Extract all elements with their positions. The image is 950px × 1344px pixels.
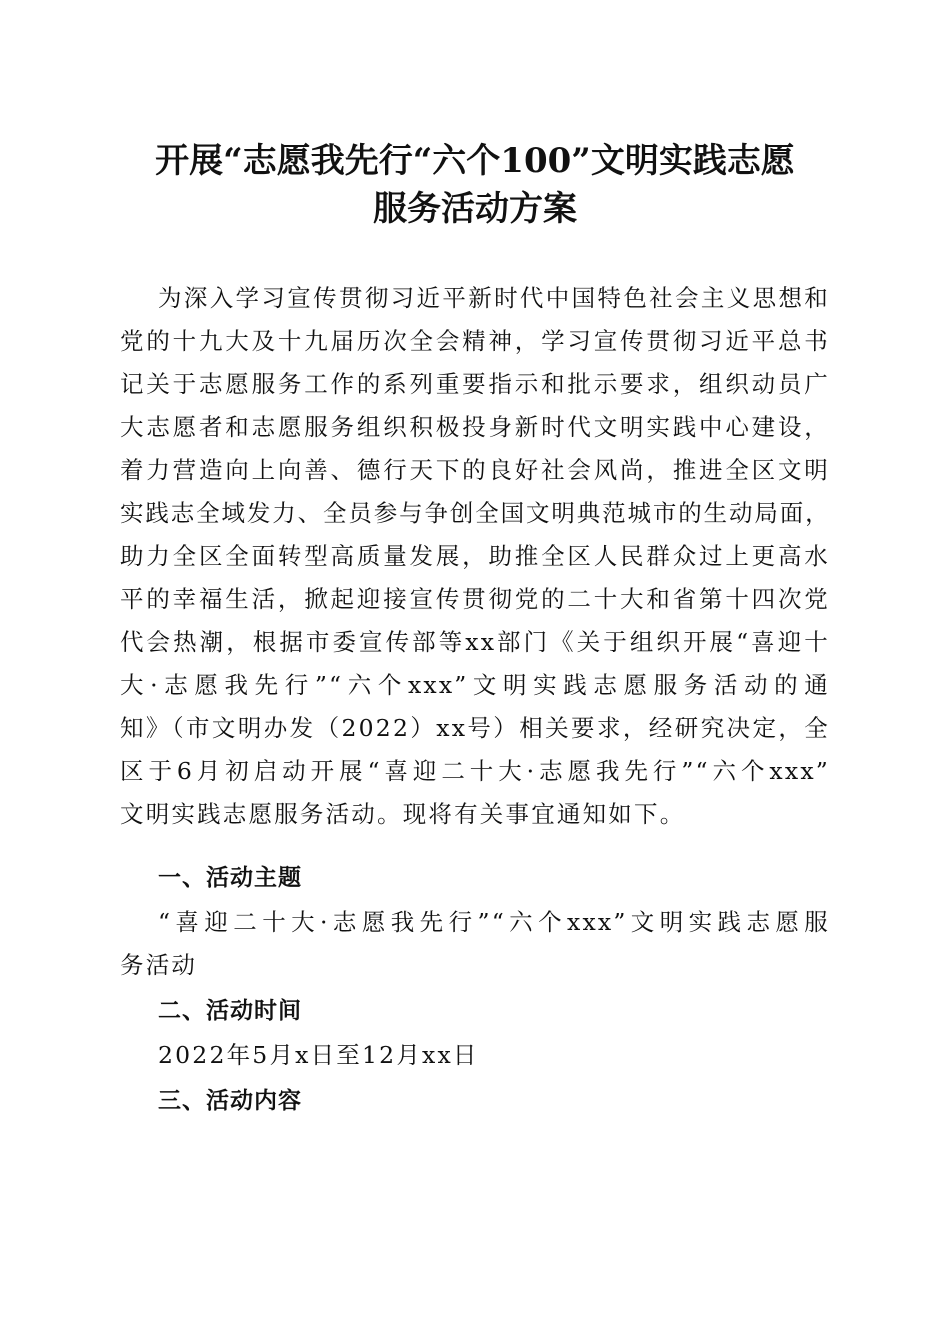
intro-line-7: 助力全区全面转型高质量发展，助推全区人民群众过上更高水	[120, 542, 830, 570]
intro-line-4: 大志愿者和志愿服务组织积极投身新时代文明实践中心建设，	[120, 413, 830, 441]
intro-line-8: 平的幸福生活，掀起迎接宣传贯彻党的二十大和省第十四次党	[120, 585, 830, 613]
section-1-heading: 一、活动主题	[158, 865, 302, 891]
section-1-line-2: 务活动	[120, 951, 198, 979]
document-title-line-2: 服务活动方案	[373, 189, 577, 229]
intro-line-5: 着力营造向上向善、德行天下的良好社会风尚，推进全区文明	[120, 456, 830, 484]
section-2-text: 2022年5月x日至12月xx日	[158, 1041, 479, 1069]
intro-line-3: 记关于志愿服务工作的系列重要指示和批示要求，组织动员广	[120, 370, 830, 398]
intro-line-10: 大·志愿我先行”“六个xxx”文明实践志愿服务活动的通	[120, 671, 830, 699]
intro-line-12: 区于6月初启动开展“喜迎二十大·志愿我先行”“六个xxx”	[120, 757, 830, 785]
section-1-line-1: “喜迎二十大·志愿我先行”“六个xxx”文明实践志愿服	[158, 908, 830, 936]
document-title-line-1: 开展“志愿我先行“六个100”文明实践志愿	[155, 141, 795, 181]
intro-line-6: 实践志全域发力、全员参与争创全国文明典范城市的生动局面，	[120, 499, 830, 527]
intro-line-1: 为深入学习宣传贯彻习近平新时代中国特色社会主义思想和	[158, 284, 830, 312]
intro-line-11: 知》（市文明办发（2022）xx号）相关要求，经研究决定，全	[120, 714, 830, 742]
section-2-heading: 二、活动时间	[158, 998, 302, 1024]
intro-line-9: 代会热潮，根据市委宣传部等xx部门《关于组织开展“喜迎十	[120, 628, 830, 656]
intro-line-13: 文明实践志愿服务活动。现将有关事宜通知如下。	[120, 800, 686, 828]
intro-line-2: 党的十九大及十九届历次全会精神，学习宣传贯彻习近平总书	[120, 327, 830, 355]
section-3-heading: 三、活动内容	[158, 1088, 302, 1114]
